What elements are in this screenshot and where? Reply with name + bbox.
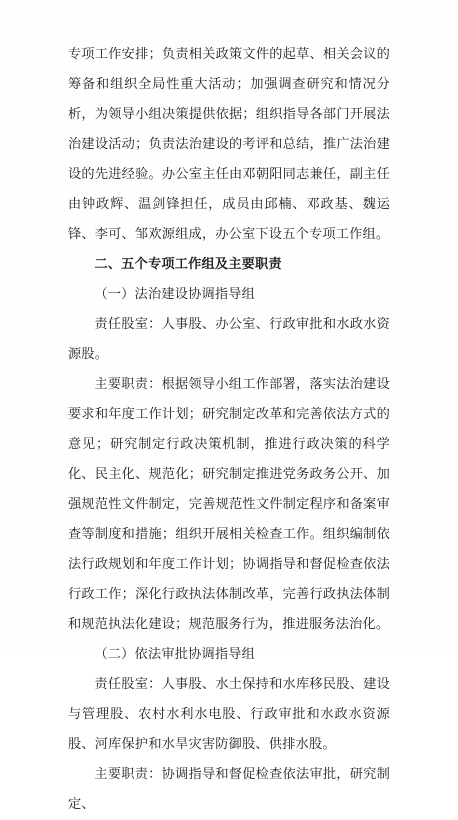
group-heading-2: （二）依法审批协调指导组: [94, 647, 256, 662]
group-2-duties: 主要职责：协调指导和督促检查依法审批，研究制定、: [68, 767, 390, 812]
document-body: [68, 40, 390, 820]
intro-paragraph: 专项工作安排；负责相关政策文件的起草、相关会议的筹备和组织全局性重大活动；加强调查研究和情况分析，为领导小组决策提供依据；组织指导各部门开展法治建设活动；负责法治建设的考评和总结，推广法治建设的先进经验。办公室主任由邓朝阳同志兼任，副主任由钟政辉、温剑锋担任，成员由邱楠、邓政基、魏运锋、李可、邹欢源组成，办公室下设五个专项工作组。: [68, 47, 390, 242]
group-2-responsible: 责任股室：人事股、水土保持和水库移民股、建设与管理股、农村水利水电股、行政审批和水政水资源股、河库保护和水旱灾害防御股、供排水股。: [68, 677, 390, 752]
group-1-responsible: 责任股室：人事股、办公室、行政审批和水政水资源股。: [68, 317, 390, 362]
group-1-duties: 主要职责：根据领导小组工作部署，落实法治建设要求和年度工作计划；研究制定改革和完善依法方式的意见；研究制定行政决策机制，推进行政决策的科学化、民主化、规范化；研究制定推进党务政务公开、加强规范性文件制定，完善规范性文件制定程序和备案审查等制度和措施；组织开展相关检查工作。组织编制依法行政规划和年度工作计划；协调指导和督促检查依法行政工作；深化行政执法体制改革，完善行政执法体制和规范执法化建设；规范服务行为，推进服务法治化。: [68, 377, 390, 632]
group-heading-1: （一）法治建设协调指导组: [94, 287, 256, 302]
section-heading: 二、五个专项工作组及主要职责: [94, 257, 282, 272]
